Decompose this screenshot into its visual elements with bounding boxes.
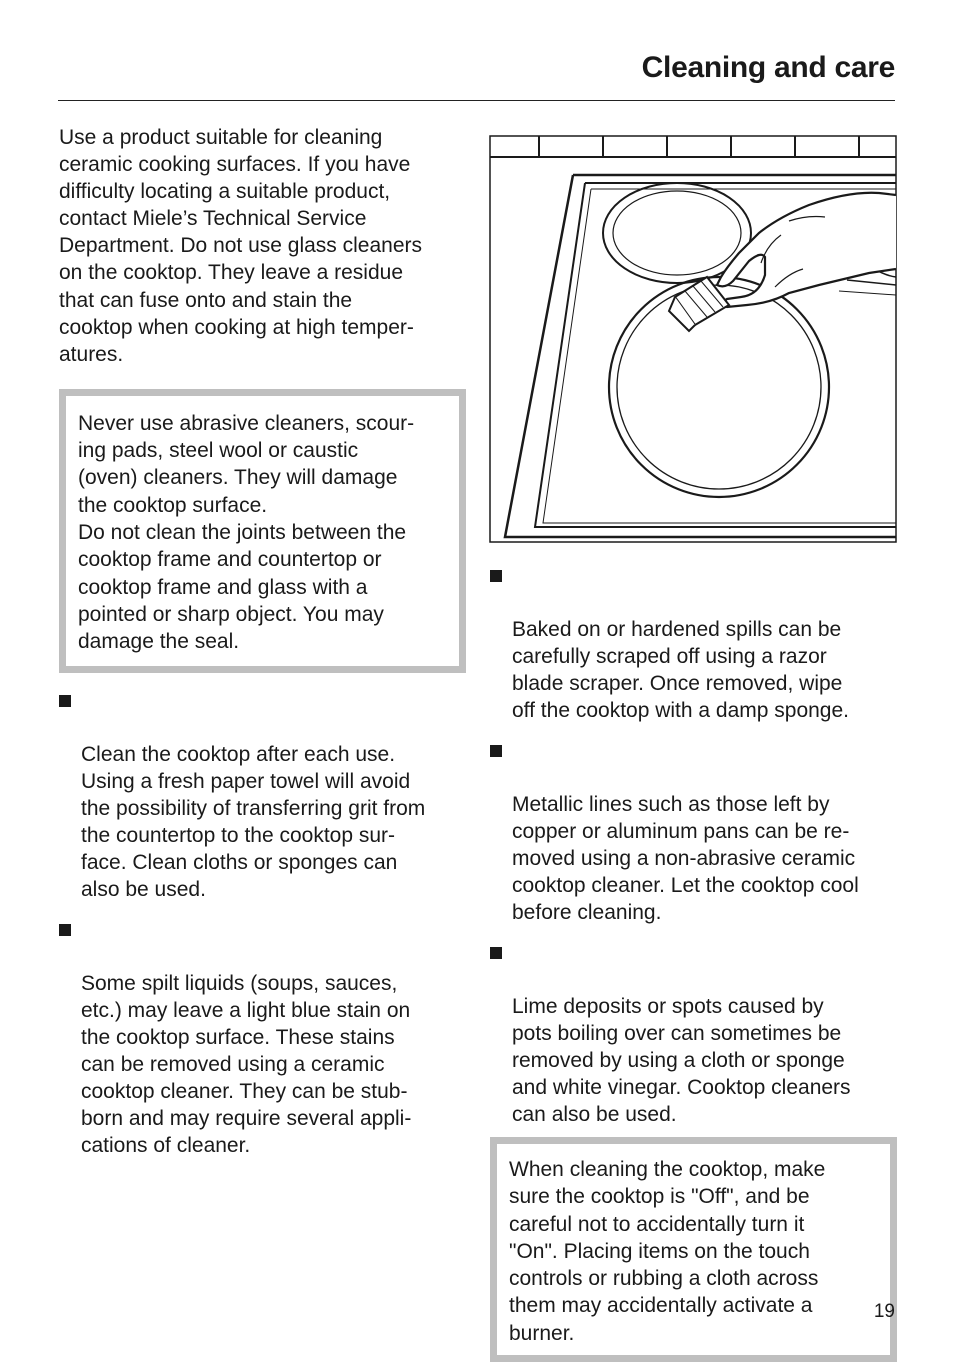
right-column [490,562,897,1362]
bullet-item [490,939,897,1128]
bullet-item [490,737,897,926]
bullet-text: Some spilt liquids (soups, sauces, etc.) may leave a light blue stain on the cooktop surface. These stains can be removed using a ceramic cooktop cleaner. They can be stub- born and may require several appli- cations of cleaner. [81,971,412,1157]
left-column [59,124,465,1159]
bullet-text: Metallic lines such as those left by copper or aluminum pans can be re- moved using a non-abrasive ceramic cooktop cleaner. Let the cooktop cool before cleaning. [512,793,859,924]
bullet-item [59,687,465,903]
right-bullet-list [490,562,897,1128]
intro-paragraph: Use a product suitable for cleaning ceramic cooking surfaces. If you have difficulty locating a suitable product, contact Miele’s Technical Service Department. Do not use glass cleaners on the cooktop. They leave a residue that can fuse onto and stain the cooktop when cooking at high temper- atures. [59,126,423,366]
caution-box: When cleaning the cooktop, make sure the cooktop is "Off", and be careful not to accidentally turn it "On". Placing items on the touch controls or rubbing a cloth across them may accidentally activate a burner. [490,1137,897,1362]
page-title: Cleaning and care [641,51,895,84]
square-bullet-icon [59,924,71,936]
square-bullet-icon [59,695,71,707]
square-bullet-icon [490,947,502,959]
bullet-text: Clean the cooktop after each use. Using a fresh paper towel will avoid the possibility of transferring grit from the countertop to the cooktop sur- face. Clean cloths or sponges can also be used. [81,742,426,901]
page-number: 19 [873,1301,895,1322]
warning-box: Never use abrasive cleaners, scour- ing pads, steel wool or caustic (oven) cleaners. They will damage the cooktop surface. Do not clean the joints between the cooktop frame and countertop or cooktop frame and glass with a pointed or sharp object. You may damage the seal. [59,389,466,673]
left-bullet-list [59,687,465,1159]
bullet-text: Baked on or hardened spills can be carefully scraped off using a razor blade scraper. Once removed, wipe off the cooktop with a damp sponge. [512,618,850,722]
header-divider [58,100,895,101]
bullet-text: Lime deposits or spots caused by pots boiling over can sometimes be removed by using a cloth or sponge and white vinegar. Cooktop cleaners can also be used. [512,995,851,1126]
bullet-item [490,562,897,724]
square-bullet-icon [490,570,502,582]
square-bullet-icon [490,745,502,757]
cooktop-cleaning-illustration [489,135,897,543]
bullet-item [59,916,465,1159]
